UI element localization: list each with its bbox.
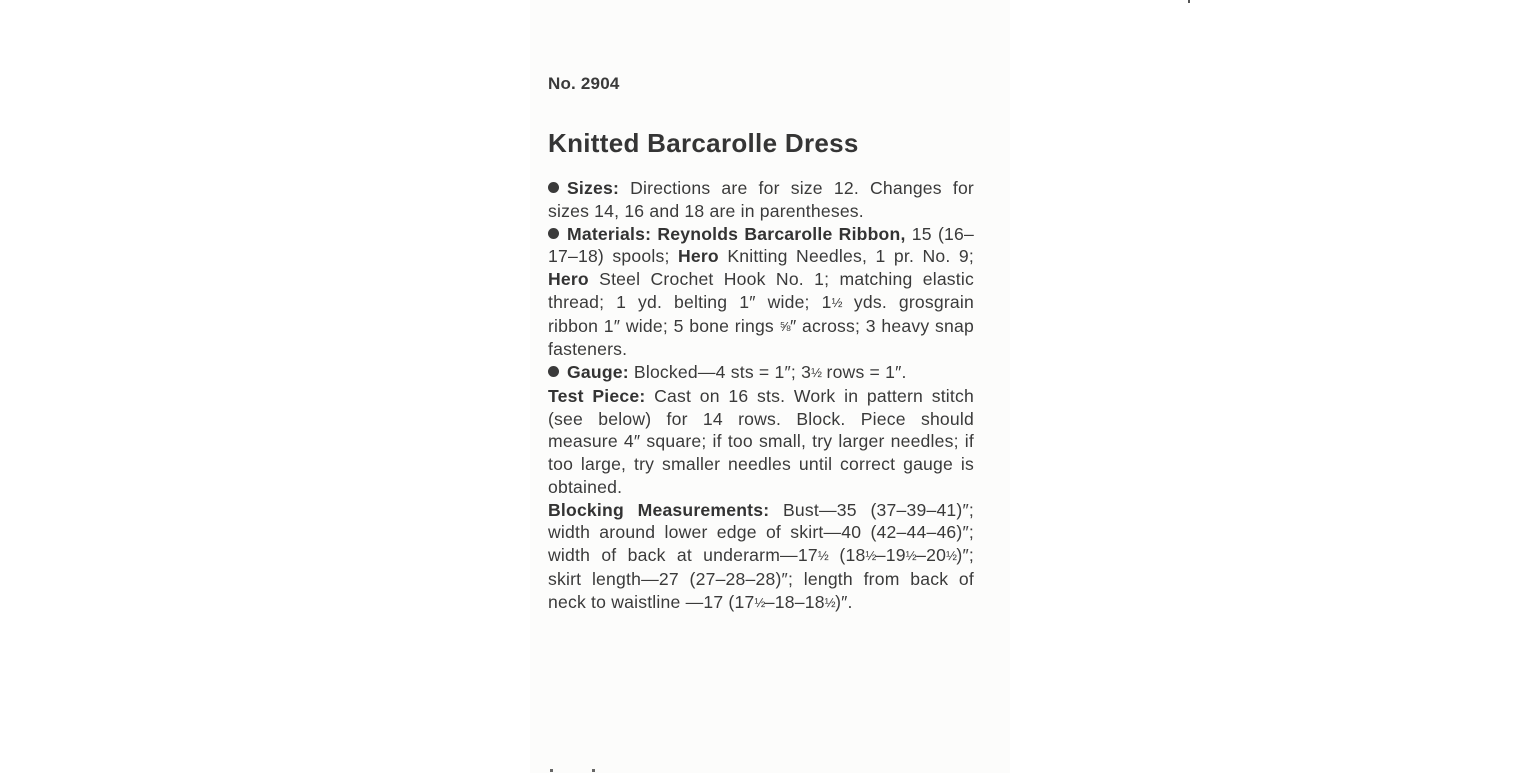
test-piece-text: Cast on 16 sts. Work in pattern stitch (see below) for 14 rows. Block. Piece should measure 4″ square; if too small, try larger needles; if too large, try smaller needles until correct gauge is obtained. [548,385,974,497]
gauge-paragraph [548,361,974,385]
pattern-content [548,74,974,612]
bullet-icon [548,182,559,193]
test-piece-label: Test Piece: [548,385,646,406]
bullet-icon [548,366,559,377]
fraction-half: ½ [817,548,829,563]
pattern-title: Knitted Barcarolle Dress [548,128,859,158]
materials-paragraph [548,223,974,362]
bullet-icon [548,228,559,239]
materials-label: Materials: [567,223,652,244]
blocking-text-c: –19 [875,545,906,565]
materials-needles-text: Knitting Needles, 1 pr. No. 9; [718,246,974,267]
pattern-body [548,177,974,614]
materials-ribbon-text: 15 (16–17–18) spools; [548,223,974,267]
blocking-paragraph [548,499,974,615]
fraction-half: ½ [824,594,836,610]
pattern-number: No. 2904 [548,74,620,93]
blocking-text-f: –18–18 [764,591,825,612]
blocking-text-a: Bust—35 (37–39–41)″; width around lower edge of skirt—40 (42–44–46)″; width of back at underarm—17 [548,499,974,565]
materials-hook-text-b: yds. grosgrain ribbon 1″ wide; 5 bone rings [548,291,974,336]
materials-hook-text-c: ″ across; 3 heavy snap fasteners. [548,315,974,360]
sizes-text: Directions are for size 12. Changes for sizes 14, 16 and 18 are in parentheses. [548,178,974,221]
scan-speck [1188,0,1190,3]
materials-ribbon-name: Reynolds Barcarolle Ribbon, [651,223,906,244]
materials-hook-text-a: Steel Crochet Hook No. 1; matching elastic thread; 1 yd. belting 1″ wide; 1 [548,269,974,312]
blocking-text-g: )″. [835,591,853,612]
blocking-text-e: )″; skirt length—27 (27–28–28)″; length from back of neck to waistline —17 (17 [548,545,974,612]
fraction-half: ½ [754,594,765,610]
blocking-text-b: (18 [828,545,866,565]
fraction-five-eighths: ⅝ [779,318,790,334]
gauge-text-b: rows = 1″. [821,362,907,382]
fraction-half: ½ [811,365,822,380]
materials-needles-brand: Hero [669,246,719,267]
blocking-text-d: –20 [916,545,947,565]
sizes-label: Sizes: [567,178,620,198]
fraction-half: ½ [946,548,957,563]
test-piece-paragraph [548,385,974,499]
fraction-half: ½ [865,548,876,563]
materials-hook-brand: Hero [548,269,589,289]
fraction-half: ½ [831,294,842,310]
scan-marks [550,768,600,772]
gauge-label: Gauge: [567,362,629,382]
gauge-text-a: Blocked—4 sts = 1″; 3 [628,362,812,382]
sizes-paragraph [548,177,974,223]
fraction-half: ½ [905,548,917,563]
blocking-label: Blocking Measurements: [548,499,770,520]
